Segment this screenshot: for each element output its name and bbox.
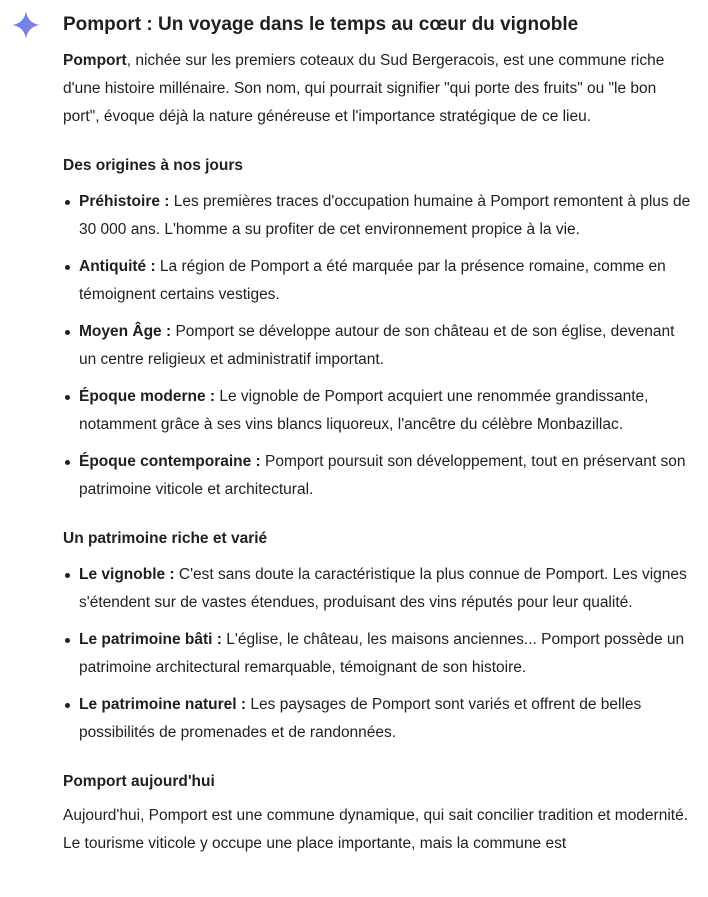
bullet-icon — [65, 395, 70, 400]
section-heading-origins: Des origines à nos jours — [63, 157, 244, 174]
bullet-icon — [65, 265, 70, 270]
list-item — [63, 253, 693, 309]
intro-bold: Pomport — [63, 52, 127, 69]
list-item — [63, 383, 693, 439]
item-label: Époque moderne : — [79, 388, 216, 405]
response-content — [63, 10, 693, 858]
item-text: La région de Pomport a été marquée par la présence romaine, comme en témoignent certains vestiges. — [79, 258, 666, 303]
bullet-icon — [65, 703, 70, 708]
item-label: Le vignoble : — [79, 566, 175, 583]
bullet-icon — [65, 638, 70, 643]
sparkle-icon — [10, 9, 42, 41]
intro-text: , nichée sur les premiers coteaux du Sud Bergeracois, est une commune riche d'une histoire millénaire. Son nom, qui pourrait signifier "qui porte des fruits" ou "le bon port", évoque déjà la nature généreuse et l'importance stratégique de ce lieu. — [63, 52, 665, 125]
item-label: Moyen Âge : — [79, 323, 172, 340]
bullet-icon — [65, 330, 70, 335]
heritage-list — [63, 561, 693, 747]
intro-paragraph — [63, 47, 693, 131]
item-label: Préhistoire : — [79, 193, 170, 210]
list-item — [63, 188, 693, 244]
list-item — [63, 561, 693, 617]
bullet-icon — [65, 460, 70, 465]
item-text: L'église, le château, les maisons anciennes... Pomport possède un patrimoine architectural remarquable, témoignant de son histoire. — [79, 631, 685, 676]
item-text: Les paysages de Pomport sont variés et offrent de belles possibilités de promenades et de randonnées. — [79, 696, 642, 741]
item-label: Le patrimoine naturel : — [79, 696, 247, 713]
list-item — [63, 318, 693, 374]
item-label: Le patrimoine bâti : — [79, 631, 222, 648]
section-heading-heritage: Un patrimoine riche et varié — [63, 530, 268, 547]
item-label: Époque contemporaine : — [79, 453, 261, 470]
bullet-icon — [65, 573, 70, 578]
item-text: Pomport se développe autour de son château et de son église, devenant un centre religieux et administratif important. — [79, 323, 675, 368]
item-text: Le vignoble de Pomport acquiert une renommée grandissante, notamment grâce à ses vins blancs liquoreux, l'ancêtre du célèbre Monbazillac. — [79, 388, 649, 433]
list-item — [63, 448, 693, 504]
section-heading-today: Pomport aujourd'hui — [63, 773, 215, 790]
item-label: Antiquité : — [79, 258, 156, 275]
list-item — [63, 691, 693, 747]
item-text: Pomport poursuit son développement, tout en préservant son patrimoine viticole et architectural. — [79, 453, 686, 498]
bullet-icon — [65, 200, 70, 205]
page-title: Pomport : Un voyage dans le temps au cœur du vignoble — [63, 14, 579, 35]
origins-list — [63, 188, 693, 504]
list-item — [63, 626, 693, 682]
today-paragraph: Aujourd'hui, Pomport est une commune dynamique, qui sait concilier tradition et modernité. Le tourisme viticole y occupe une place importante, mais la commune est — [63, 807, 689, 852]
item-text: C'est sans doute la caractéristique la plus connue de Pomport. Les vignes s'étendent sur de vastes étendues, produisant des vins réputés pour leur qualité. — [79, 566, 687, 611]
item-text: Les premières traces d'occupation humaine à Pomport remontent à plus de 30 000 ans. L'homme a su profiter de cet environnement propice à la vie. — [79, 193, 691, 238]
